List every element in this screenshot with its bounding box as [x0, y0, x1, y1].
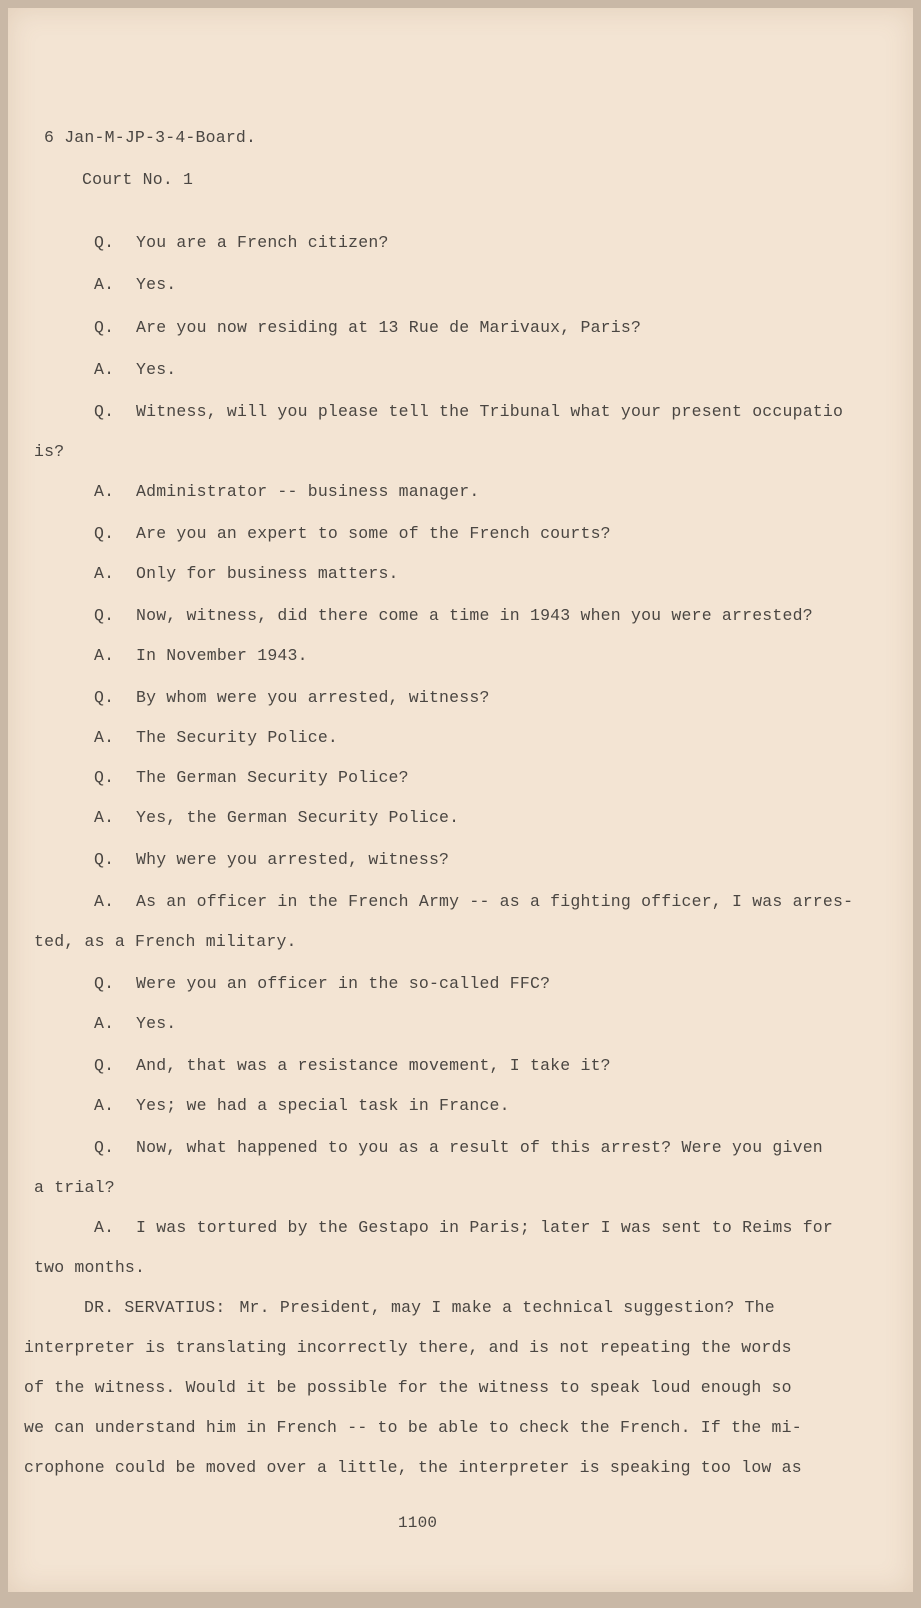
transcript-line — [94, 1056, 611, 1075]
speaker-label: Q. — [94, 768, 115, 787]
speaker-label: Q. — [94, 850, 115, 869]
transcript-text: Administrator -- business manager. — [136, 482, 480, 501]
transcript-line — [94, 1218, 833, 1237]
speaker-label: A. — [94, 892, 115, 911]
statement-text: of the witness. Would it be possible for the witness to speak loud enough so — [24, 1378, 792, 1397]
statement-text: Mr. President, may I make a technical suggestion? The — [239, 1298, 775, 1317]
transcript-line — [94, 808, 459, 827]
speaker-label: A. — [94, 646, 115, 665]
statement-line — [24, 1378, 792, 1397]
transcript-text: Yes. — [136, 360, 177, 379]
transcript-text: As an officer in the French Army -- as a fighting officer, I was arres- — [136, 892, 854, 911]
speaker-label: Q. — [94, 688, 115, 707]
speaker-label: A. — [94, 275, 115, 294]
transcript-text: Why were you arrested, witness? — [136, 850, 450, 869]
speaker-label: Q. — [94, 1138, 115, 1157]
transcript-line — [94, 606, 813, 625]
statement-line — [24, 1418, 802, 1437]
transcript-line — [94, 275, 176, 294]
speaker-label: A. — [94, 1096, 115, 1115]
transcript-text: Are you an expert to some of the French courts? — [136, 524, 611, 543]
page-number: 1100 — [398, 1514, 438, 1532]
transcript-text: Witness, will you please tell the Tribunal what your present occupatio — [136, 402, 844, 421]
speaker-label: Q. — [94, 524, 115, 543]
transcript-text: And, that was a resistance movement, I take it? — [136, 1056, 611, 1075]
speaker-label: A. — [94, 1218, 115, 1237]
speaker-label: A. — [94, 1014, 115, 1033]
transcript-line — [94, 524, 611, 543]
transcript-text: The German Security Police? — [136, 768, 409, 787]
transcript-line — [94, 974, 550, 993]
transcript-continuation: is? — [34, 442, 65, 461]
statement-line — [24, 1458, 802, 1477]
speaker-label: Q. — [94, 974, 115, 993]
transcript-text: Only for business matters. — [136, 564, 399, 583]
transcript-continuation: two months. — [34, 1258, 146, 1277]
transcript-text: By whom were you arrested, witness? — [136, 688, 490, 707]
transcript-text: Yes. — [136, 1014, 177, 1033]
transcript-line — [94, 1138, 823, 1157]
speaker-label: Q. — [94, 233, 115, 252]
court-number: Court No. 1 — [82, 170, 194, 189]
transcript-text: Now, what happened to you as a result of this arrest? Were you given — [136, 1138, 823, 1157]
speaker-label: Q. — [94, 318, 115, 337]
transcript-text: Yes. — [136, 275, 177, 294]
transcript-line — [94, 688, 490, 707]
transcript-text: Are you now residing at 13 Rue de Marivaux, Paris? — [136, 318, 642, 337]
transcript-line — [94, 233, 389, 252]
transcript-text: In November 1943. — [136, 646, 308, 665]
transcript-line — [94, 1096, 510, 1115]
transcript-line — [94, 402, 843, 421]
transcript-line — [94, 564, 399, 583]
transcript-line — [94, 646, 308, 665]
transcript-text: The Security Police. — [136, 728, 339, 747]
speaker-label: A. — [94, 360, 115, 379]
transcript-text: I was tortured by the Gestapo in Paris; later I was sent to Reims for — [136, 1218, 834, 1237]
transcript-continuation: a trial? — [34, 1178, 115, 1197]
speaker-label: Q. — [94, 1056, 115, 1075]
transcript-text: Were you an officer in the so-called FFC? — [136, 974, 551, 993]
statement-line — [24, 1338, 792, 1357]
speaker-label: A. — [94, 482, 115, 501]
speaker-label: Q. — [94, 606, 115, 625]
transcript-line — [94, 850, 449, 869]
document-reference: 6 Jan-M-JP-3-4-Board. — [44, 128, 257, 147]
statement-speaker: DR. SERVATIUS: — [84, 1298, 226, 1317]
transcript-line — [94, 1014, 176, 1033]
document-page — [8, 8, 913, 1592]
transcript-text: Yes; we had a special task in France. — [136, 1096, 510, 1115]
statement-text: interpreter is translating incorrectly there, and is not repeating the words — [24, 1338, 792, 1357]
transcript-line — [94, 892, 853, 911]
statement-line — [84, 1298, 775, 1317]
speaker-label: A. — [94, 728, 115, 747]
transcript-text: You are a French citizen? — [136, 233, 389, 252]
transcript-line — [94, 768, 409, 787]
transcript-continuation: ted, as a French military. — [34, 932, 297, 951]
transcript-text: Yes, the German Security Police. — [136, 808, 460, 827]
speaker-label: Q. — [94, 402, 115, 421]
statement-text: crophone could be moved over a little, the interpreter is speaking too low as — [24, 1458, 802, 1477]
transcript-line — [94, 318, 641, 337]
transcript-line — [94, 482, 479, 501]
statement-text: we can understand him in French -- to be able to check the French. If the mi- — [24, 1418, 802, 1437]
transcript-text: Now, witness, did there come a time in 1943 when you were arrested? — [136, 606, 813, 625]
speaker-label: A. — [94, 564, 115, 583]
speaker-label: A. — [94, 808, 115, 827]
transcript-line — [94, 728, 338, 747]
transcript-line — [94, 360, 176, 379]
